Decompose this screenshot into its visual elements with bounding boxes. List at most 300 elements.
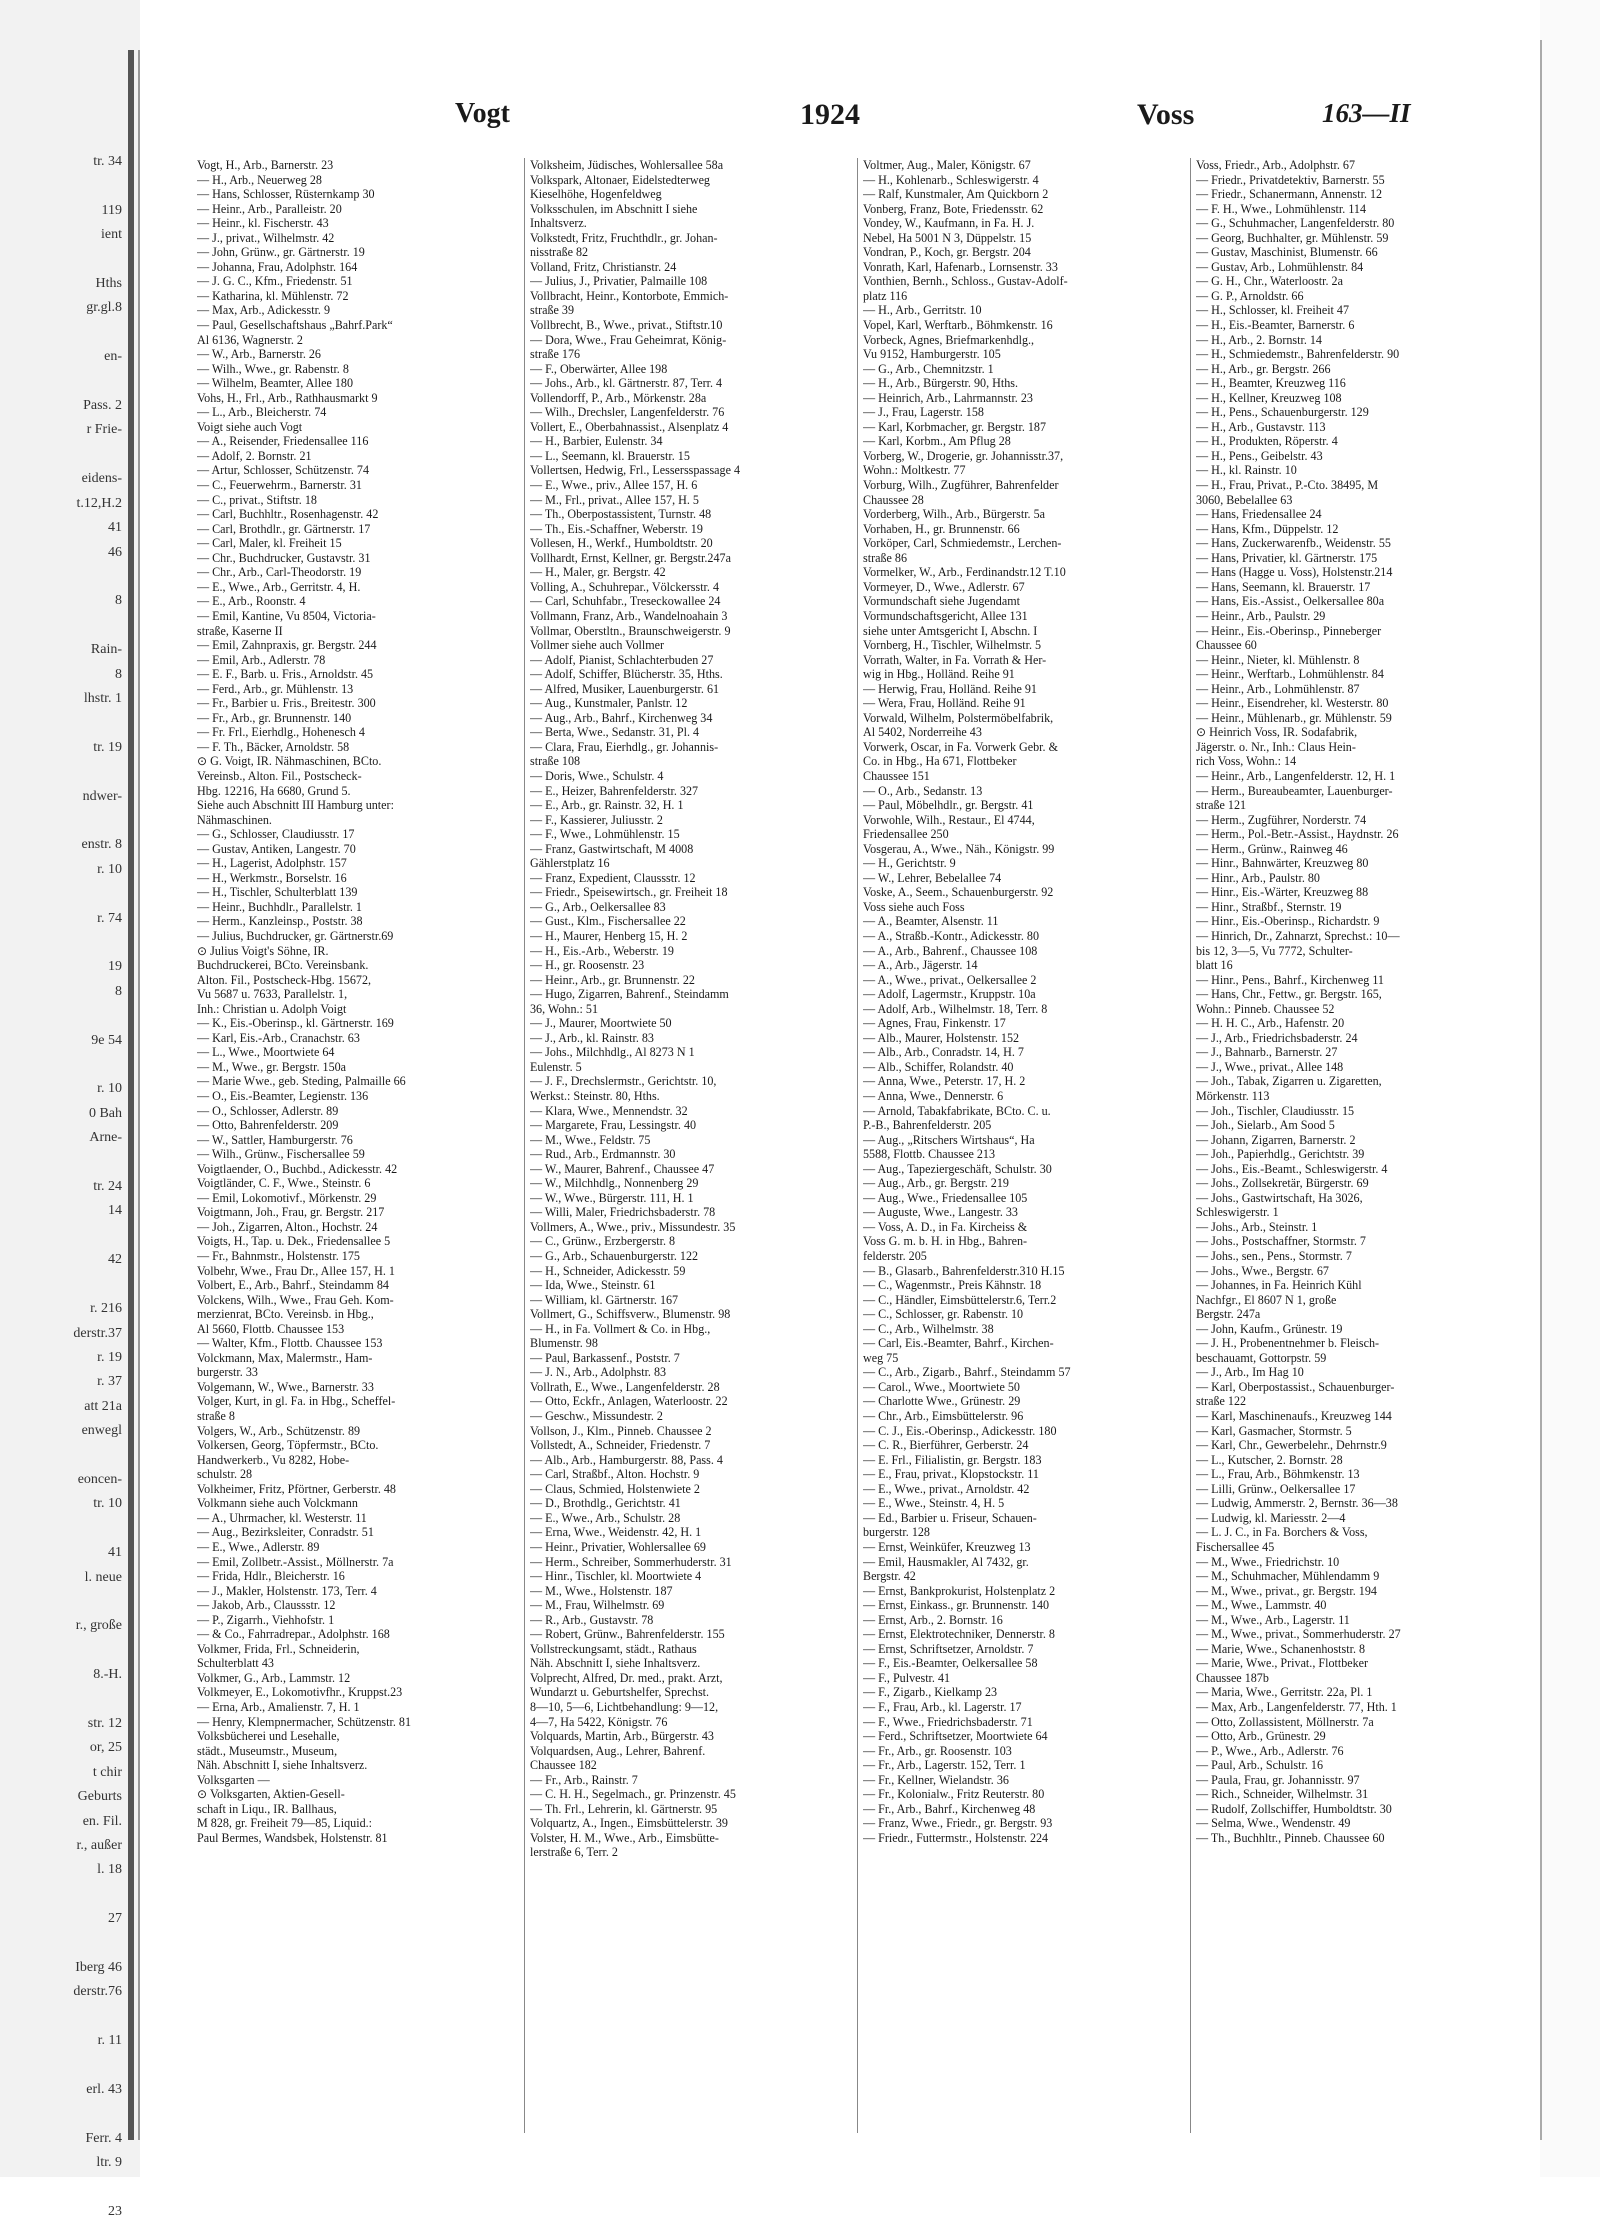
directory-entry-line: Vormelker, W., Arb., Ferdinandstr.12 T.10 <box>863 565 1066 580</box>
directory-entry-line: — Johannes, in Fa. Heinrich Kühl <box>1196 1278 1362 1293</box>
directory-entry-line: — Johs., Milchhdlg., Al 8273 N 1 <box>530 1045 695 1060</box>
directory-entry-line: — H., Lagerist, Adolphstr. 157 <box>197 856 347 871</box>
gutter-fragment <box>0 321 122 345</box>
directory-entry-line: — Otto, Bahrenfelderstr. 209 <box>197 1118 339 1133</box>
gutter-fragment: Rain- <box>90 642 122 658</box>
directory-entry-line: Voss G. m. b. H. in Hbg., Bahren- <box>863 1234 1028 1249</box>
directory-entry-line: bis 12, 3—5, Vu 7772, Schulter- <box>1196 943 1353 958</box>
directory-entry-line: — Chr., Arb., Carl-Theodorstr. 19 <box>197 565 362 580</box>
directory-entry-line: — J., Arb., Im Hag 10 <box>1196 1365 1304 1380</box>
directory-entry-line: — C., Feuerwehrm., Barnerstr. 31 <box>197 478 362 493</box>
directory-entry-line: — A., Uhrmacher, kl. Westerstr. 11 <box>197 1510 367 1525</box>
gutter-fragment: 0 Bah <box>88 1105 122 1121</box>
directory-entry-line: — H., Arb., Neuerweg 28 <box>197 172 322 187</box>
gutter-fragment <box>0 2103 122 2127</box>
directory-entry-line: — G., Schuhmacher, Langenfelderstr. 80 <box>1196 216 1395 231</box>
directory-entry-line: Volksheim, Jüdisches, Wohlersallee 58a <box>530 158 724 172</box>
gutter-fragment: Ferr. 4 <box>85 2130 122 2146</box>
directory-entry-line: — Adolf, Schiffer, Blücherstr. 35, Hths. <box>530 667 723 682</box>
directory-entry-line: Voigtlaender, O., Buchbd., Adickesstr. 42 <box>197 1161 398 1176</box>
directory-entry-line: burgerstr. 128 <box>863 1525 930 1540</box>
directory-entry-line: — Adolf, 2. Bornstr. 21 <box>197 448 312 463</box>
directory-entry-line: — J., Maurer, Moortwiete 50 <box>530 1016 672 1031</box>
directory-entry-line: — Robert, Grünw., Bahrenfelderstr. 155 <box>530 1627 725 1642</box>
directory-entry-line: Näh. Abschnitt I, siehe Inhaltsverz. <box>197 1758 368 1773</box>
directory-entry-line: Chaussee 187b <box>1196 1670 1269 1685</box>
gutter-fragment: tr. 34 <box>93 154 122 169</box>
directory-column-2 <box>530 158 852 2138</box>
directory-entry-line: — Paul, Arb., Schulstr. 16 <box>1196 1758 1323 1773</box>
directory-entry-line: Werkst.: Steinstr. 80, Hths. <box>530 1089 660 1103</box>
directory-entry-line: — B., Glasarb., Bahrenfelderstr.310 H.15 <box>863 1263 1065 1278</box>
directory-entry-line: — Hans, Schlosser, Rüsternkamp 30 <box>197 187 375 202</box>
directory-entry-line: — Johs., Arb., kl. Gärtnerstr. 87, Terr. 4 <box>530 376 723 391</box>
gutter-fragment <box>0 1151 122 1175</box>
directory-entry-line: — Karl, Korbm., Am Pflug 28 <box>863 434 1011 449</box>
book-binding-edge <box>138 50 140 2140</box>
gutter-fragment: ndwer- <box>82 788 122 804</box>
page-header <box>200 98 1520 138</box>
directory-entry-line: — Max, Arb., Adickesstr. 9 <box>197 303 331 318</box>
directory-entry-line: Vorwald, Wilhelm, Polstermöbelfabrik, <box>863 710 1054 725</box>
directory-entry-line: — C. R., Bierführer, Gerberstr. 24 <box>863 1438 1029 1453</box>
gutter-fragment: 9e 54 <box>91 1032 122 1048</box>
directory-entry-line: Al 5402, Norderreihe 43 <box>863 725 982 740</box>
directory-entry-line: Vorrath, Walter, in Fa. Vorrath & Her- <box>863 652 1047 667</box>
directory-entry-line: — Rudolf, Zollschiffer, Humboldtstr. 30 <box>1196 1801 1392 1816</box>
directory-entry-line: — Otto, Arb., Grünestr. 29 <box>1196 1729 1326 1744</box>
directory-entry-line: — Johs., Gastwirtschaft, Ha 3026, <box>1196 1190 1363 1205</box>
right-page-edge <box>1540 40 1542 2140</box>
directory-entry-line: — Hinr., Arb., Paulstr. 80 <box>1196 870 1320 885</box>
directory-entry-line: — J., Frau, Lagerstr. 158 <box>863 405 984 420</box>
directory-entry-line: Voss, Friedr., Arb., Adolphstr. 67 <box>1196 158 1356 172</box>
directory-entry-line: — J. H., Probenentnehmer b. Fleisch- <box>1196 1336 1380 1351</box>
directory-entry-line: — H., Arb., Gustavstr. 113 <box>1196 419 1326 434</box>
directory-entry-line: Vondran, P., Koch, gr. Bergstr. 204 <box>863 245 1031 260</box>
gutter-fragment: Hths <box>95 276 122 292</box>
directory-entry-line: — Paul, Möbelhdlr., gr. Bergstr. 41 <box>863 798 1034 813</box>
directory-entry-line: — M., Wwe., Arb., Lagerstr. 11 <box>1196 1612 1350 1627</box>
directory-entry-line: — C., Grünw., Erzbergerstr. 8 <box>530 1234 676 1249</box>
directory-entry-line: — Emil, Zollbetr.-Assist., Möllnerstr. 7a <box>197 1554 394 1569</box>
directory-entry-line: — E., Arb., gr. Rainstr. 32, H. 1 <box>530 798 684 813</box>
directory-entry-line: Vollhardt, Ernst, Kellner, gr. Bergstr.247a <box>530 550 731 565</box>
directory-entry-line: — H., Gerichtstr. 9 <box>863 856 956 871</box>
directory-entry-line: — H., Arb., Gerritstr. 10 <box>863 303 982 318</box>
directory-entry-line: — Heinr., Eis.-Oberinsp., Pinneberger <box>1196 623 1382 638</box>
directory-entry-line: — Julius, Buchdrucker, gr. Gärtnerstr.69 <box>197 928 394 943</box>
directory-entry-line: — H., Arb., Bürgerstr. 90, Hths. <box>863 376 1018 391</box>
directory-column-3 <box>863 158 1185 2138</box>
gutter-fragment <box>0 248 122 272</box>
directory-entry-line: — Voss, A. D., in Fa. Kircheiss & <box>863 1219 1028 1234</box>
directory-entry-line: — H., Beamter, Kreuzweg 116 <box>1196 376 1346 391</box>
gutter-fragment: r. 74 <box>97 910 122 926</box>
directory-entry-line: — E., Wwe., priv., Allee 157, H. 6 <box>530 478 698 493</box>
directory-entry-line: — J. F., Drechslermstr., Gerichtstr. 10, <box>530 1074 717 1089</box>
directory-entry-line: nisstraße 82 <box>530 245 589 260</box>
directory-entry-line: — Heinr., Arb., Lohmühlenstr. 87 <box>1196 681 1360 696</box>
directory-entry-line: — Marie Wwe., geb. Steding, Palmaille 66 <box>197 1074 406 1089</box>
directory-entry-line: Jägerstr. o. Nr., Inh.: Claus Hein- <box>1196 739 1356 754</box>
gutter-fragment: 119 <box>101 202 122 218</box>
gutter-fragment: derstr.76 <box>73 1984 122 2000</box>
directory-entry-line: — Otto, Zollassistent, Möllnerstr. 7a <box>1196 1714 1374 1729</box>
directory-entry-line: — Selma, Wwe., Wendenstr. 49 <box>1196 1816 1351 1831</box>
directory-entry-line: — M., Frl., privat., Allee 157, H. 5 <box>530 492 699 507</box>
directory-entry-line: — C., Wagenmstr., Preis Kähnstr. 18 <box>863 1278 1042 1293</box>
right-page-margin <box>1540 0 1600 2177</box>
directory-entry-line: Blumenstr. 98 <box>530 1336 598 1351</box>
directory-entry-line: — Margarete, Frau, Lessingstr. 40 <box>530 1118 697 1133</box>
directory-entry-line: — Heinr., Buchhdlr., Parallelstr. 1 <box>197 899 362 914</box>
gutter-fragment <box>0 1273 122 1297</box>
directory-entry-line: — Dora, Wwe., Frau Geheimrat, König- <box>530 332 727 347</box>
gutter-fragment: tr. 19 <box>93 739 122 755</box>
directory-entry-line: — Doris, Wwe., Schulstr. 4 <box>530 768 664 783</box>
directory-entry-line: — Friedr., Futtermstr., Holstenstr. 224 <box>863 1830 1049 1845</box>
gutter-fragment: tr. 10 <box>93 1496 122 1512</box>
book-binding-shadow <box>128 50 134 2140</box>
directory-entry-line: Inhaltsverz. <box>530 216 587 231</box>
directory-entry-line: — Alb., Arb., Hamburgerstr. 88, Pass. 4 <box>530 1452 723 1467</box>
directory-entry-line: Volgers, W., Arb., Schützenstr. 89 <box>197 1423 361 1438</box>
column-divider <box>524 158 525 2133</box>
directory-entry-line: — M., Wwe., Lammstr. 40 <box>1196 1598 1327 1613</box>
directory-entry-line: — J. N., Arb., Adolphstr. 83 <box>530 1365 667 1380</box>
directory-entry-line: Volprecht, Alfred, Dr. med., prakt. Arzt, <box>530 1670 723 1685</box>
directory-entry-line: Gählerstplatz 16 <box>530 856 610 871</box>
directory-entry-line: beschauamt, Gottorpstr. 59 <box>1196 1350 1327 1365</box>
directory-entry-line: blatt 16 <box>1196 958 1233 973</box>
directory-entry-line: Volkmer, Frida, Frl., Schneiderin, <box>197 1641 360 1656</box>
directory-entry-line: — L., Seemann, kl. Brauerstr. 15 <box>530 448 690 463</box>
directory-entry-line: — E., Arb., Roonstr. 4 <box>197 594 306 609</box>
directory-entry-line: — L., Wwe., Moortwiete 64 <box>197 1045 335 1060</box>
directory-entry-line: — Aug., Kunstmaler, Panlstr. 12 <box>530 696 688 711</box>
gutter-fragment <box>0 2176 122 2200</box>
directory-entry-line: — H., Schmiedemstr., Bahrenfelderstr. 90 <box>1196 347 1400 362</box>
directory-entry-line: lerstraße 6, Terr. 2 <box>530 1845 618 1860</box>
directory-entry-line: — Heinr., Arb., Paralleistr. 20 <box>197 201 342 216</box>
directory-entry-line: Chaussee 151 <box>863 768 930 783</box>
directory-entry-line: — Fr., Arb., gr. Brunnenstr. 140 <box>197 710 352 725</box>
directory-entry-line: Vorhaben, H., gr. Brunnenstr. 66 <box>863 521 1020 536</box>
directory-entry-line: — Hinr., Bahnwärter, Kreuzweg 80 <box>1196 856 1369 871</box>
directory-entry-line: Al 6136, Wagnerstr. 2 <box>197 332 303 347</box>
directory-entry-line: — Max, Arb., Langenfelderstr. 77, Hth. 1 <box>1196 1699 1397 1714</box>
header-year: 1924 <box>800 98 860 131</box>
directory-entry-line: — Otto, Eckfr., Anlagen, Waterloostr. 22 <box>530 1394 728 1409</box>
directory-entry-line: — John, Kaufm., Grünestr. 19 <box>1196 1321 1343 1336</box>
directory-entry-line: straße, Kaserne II <box>197 623 283 638</box>
gutter-fragment: Iberg 46 <box>75 1960 122 1976</box>
directory-entry-line: — Ernst, Elektrotechniker, Dennerstr. 8 <box>863 1627 1055 1642</box>
directory-entry-line: — H., Produkten, Röperstr. 4 <box>1196 434 1338 449</box>
directory-entry-line: 4—7, Ha 5422, Königstr. 76 <box>530 1714 668 1729</box>
directory-entry-line: Wundarzt u. Geburtshelfer, Sprechst. <box>530 1685 710 1700</box>
gutter-fragment: or, 25 <box>89 1740 122 1756</box>
directory-entry-line: Vondey, W., Kaufmann, in Fa. H. J. <box>863 216 1035 231</box>
directory-entry-line: — Aug., Tapeziergeschäft, Schulstr. 30 <box>863 1161 1052 1176</box>
directory-entry-line: — E., Wwe., Arb., Schulstr. 28 <box>530 1510 681 1525</box>
directory-entry-line: — M., Wwe., gr. Bergstr. 150a <box>197 1059 347 1074</box>
directory-entry-line: Vollbrecht, B., Wwe., privat., Stiftstr.10 <box>530 318 723 333</box>
directory-entry-line: — Karl, Maschinenaufs., Kreuzweg 144 <box>1196 1409 1392 1424</box>
directory-entry-line: — F., Eis.-Beamter, Oelkersallee 58 <box>863 1656 1038 1671</box>
directory-entry-line: — Klara, Wwe., Mennendstr. 32 <box>530 1103 688 1118</box>
directory-entry-line: Wohn.: Pinneb. Chaussee 52 <box>1196 1001 1335 1016</box>
directory-entry-line: — A., Reisender, Friedensallee 116 <box>197 434 369 449</box>
directory-entry-line: Volksschulen, im Abschnitt I siehe <box>530 201 698 216</box>
directory-entry-line: — Herm., Pol.-Betr.-Assist., Haydnstr. 26 <box>1196 827 1399 842</box>
directory-entry-line: — Hans, Privatier, kl. Gärtnerstr. 175 <box>1196 550 1378 565</box>
directory-entry-line: Vollrath, E., Wwe., Langenfelderstr. 28 <box>530 1379 720 1394</box>
gutter-fragment: en- <box>104 349 122 365</box>
gutter-fragment: lhstr. 1 <box>83 690 122 706</box>
gutter-fragment: r., große <box>75 1618 122 1634</box>
directory-entry-line: — Johs., Wwe., Bergstr. 67 <box>1196 1263 1329 1278</box>
gutter-fragment: 23 <box>108 2204 122 2220</box>
directory-entry-line: — Marie, Wwe., Privat., Flottbeker <box>1196 1656 1369 1671</box>
directory-entry-line: Vollertsen, Hedwig, Frl., Lessersspassage 4 <box>530 463 741 478</box>
directory-entry-line: Siehe auch Abschnitt III Hamburg unter: <box>197 798 394 813</box>
directory-entry-line: — Hinr., Straßbf., Sternstr. 19 <box>1196 899 1342 914</box>
directory-entry-line: — Gustav, Arb., Lohmühlenstr. 84 <box>1196 259 1364 274</box>
directory-entry-line: — Carl, Schuhfabr., Treseckowallee 24 <box>530 594 721 609</box>
directory-entry-line: Vorderberg, Wilh., Arb., Bürgerstr. 5a <box>863 507 1046 522</box>
directory-entry-line: wig in Hbg., Holländ. Reihe 91 <box>863 667 1015 682</box>
directory-entry-line: — Henry, Klempnermacher, Schützenstr. 81 <box>197 1714 412 1729</box>
gutter-fragment: enwegl <box>81 1423 122 1439</box>
directory-entry-line: — Adolf, Lagermstr., Kruppstr. 10a <box>863 987 1036 1002</box>
directory-entry-line: — F., Pulvestr. 41 <box>863 1670 951 1685</box>
directory-entry-line: — H., Tischler, Schulterblatt 139 <box>197 885 358 900</box>
directory-entry-line: — Ludwig, kl. Mariesstr. 2—4 <box>1196 1510 1346 1525</box>
directory-entry-line: Volquartz, A., Ingen., Eimsbüttelerstr. 39 <box>530 1816 728 1831</box>
directory-entry-line: — Fr. Frl., Eierhdlg., Hohenesch 4 <box>197 725 365 740</box>
directory-entry-line: 8—10, 5—6, Lichtbehandlung: 9—12, <box>530 1699 719 1714</box>
gutter-fragment: gr.gl.8 <box>86 300 122 316</box>
directory-entry-line: — Friedr., Privatdetektiv, Barnerstr. 55 <box>1196 172 1385 187</box>
directory-entry-line: — Jakob, Arb., Claussstr. 12 <box>197 1598 336 1613</box>
directory-entry-line: — F., Oberwärter, Allee 198 <box>530 361 668 376</box>
gutter-fragment: r. 216 <box>90 1301 122 1317</box>
directory-entry-line: — A., Arb., Jägerstr. 14 <box>863 958 978 973</box>
directory-entry-line: — Ferd., Arb., gr. Mühlenstr. 13 <box>197 681 354 696</box>
directory-entry-line: — Rich., Schneider, Wilhelmstr. 31 <box>1196 1787 1369 1802</box>
directory-entry-line: — Th., Eis.-Schaffner, Weberstr. 19 <box>530 521 703 536</box>
header-left-keyword: Vogt <box>455 98 510 129</box>
gutter-fragment <box>0 809 122 833</box>
directory-entry-line: Vollendorff, P., Arb., Mörkenstr. 28a <box>530 390 707 405</box>
gutter-fragment <box>0 1883 122 1907</box>
directory-entry-line: — Arnold, Tabakfabrikate, BCto. C. u. <box>863 1103 1051 1118</box>
directory-entry-line: Volster, H. M., Wwe., Arb., Eimsbütte- <box>530 1830 719 1845</box>
directory-entry-line: — H., Kellner, Kreuzweg 108 <box>1196 390 1342 405</box>
directory-entry-line: — Aug., Bezirksleiter, Conradstr. 51 <box>197 1525 374 1540</box>
directory-entry-line: — Anna, Wwe., Peterstr. 17, H. 2 <box>863 1074 1026 1089</box>
directory-column-1 <box>197 158 519 2138</box>
directory-entry-line: — Aug., „Ritschers Wirtshaus“, Ha <box>863 1132 1035 1147</box>
directory-entry-line: — J., privat., Wilhelmstr. 42 <box>197 230 335 245</box>
directory-entry-line: Friedensallee 250 <box>863 827 949 842</box>
directory-entry-line: — Joh., Tabak, Zigarren u. Zigaretten, <box>1196 1074 1382 1089</box>
gutter-fragment <box>0 1444 122 1468</box>
directory-entry-line: Volland, Fritz, Christianstr. 24 <box>530 259 677 274</box>
directory-entry-line: Vollmann, Franz, Arb., Wandelnoahain 3 <box>530 608 728 623</box>
directory-entry-line: — L., Kutscher, 2. Bornstr. 28 <box>1196 1452 1343 1467</box>
directory-entry-line: — Ernst, Arb., 2. Bornstr. 16 <box>863 1612 1003 1627</box>
directory-entry-line: — H., Arb., gr. Bergstr. 266 <box>1196 361 1331 376</box>
directory-entry-line: Vollson, J., Klm., Pinneb. Chaussee 2 <box>530 1423 712 1438</box>
directory-entry-line: — M., Wwe., privat., Sommerhuderstr. 27 <box>1196 1627 1401 1642</box>
directory-entry-line: — Geschw., Missundestr. 2 <box>530 1409 663 1424</box>
directory-entry-line: — C. J., Eis.-Oberinsp., Adickesstr. 180 <box>863 1423 1057 1438</box>
directory-entry-line: — Hans, Zuckerwarenfb., Weidenstr. 55 <box>1196 536 1391 551</box>
directory-entry-line: — William, kl. Gärtnerstr. 167 <box>530 1292 679 1307</box>
gutter-fragment: 42 <box>108 1252 122 1268</box>
directory-entry-line: — Fr., Kellner, Wielandstr. 36 <box>863 1772 1009 1787</box>
directory-entry-line: — Katharina, kl. Mühlenstr. 72 <box>197 288 349 303</box>
directory-entry-line: Vorbeck, Agnes, Briefmarkenhdlg., <box>863 332 1035 347</box>
gutter-fragment <box>0 882 122 906</box>
directory-entry-line: — Wera, Frau, Holländ. Reihe 91 <box>863 696 1026 711</box>
directory-entry-line: — M., Wwe., Friedrichstr. 10 <box>1196 1554 1340 1569</box>
directory-entry-line: 36, Wohn.: 51 <box>530 1001 599 1016</box>
directory-entry-line: — Emil, Hausmakler, Al 7432, gr. <box>863 1554 1029 1569</box>
directory-entry-line: — K., Eis.-Oberinsp., kl. Gärtnerstr. 169 <box>197 1016 394 1031</box>
directory-entry-line: platz 116 <box>863 288 908 303</box>
directory-entry-line: — O., Arb., Sedanstr. 13 <box>863 783 983 798</box>
directory-entry-line: — H., Schneider, Adickesstr. 59 <box>530 1263 686 1278</box>
directory-entry-line: Volksbücherei und Lesehalle, <box>197 1729 340 1744</box>
directory-entry-line: — M., Schuhmacher, Mühlendamm 9 <box>1196 1569 1380 1584</box>
directory-entry-line: Co. in Hbg., Ha 671, Flottbeker <box>863 754 1017 769</box>
directory-entry-line: — Heinr., Eisendreher, kl. Westerstr. 80 <box>1196 696 1389 711</box>
directory-entry-line: Volkmeyer, E., Lokomotivfhr., Kruppst.23 <box>197 1685 403 1700</box>
directory-entry-line: — Heinr., kl. Fischerstr. 43 <box>197 216 329 231</box>
directory-entry-line: — Charlotte Wwe., Grünestr. 29 <box>863 1394 1021 1409</box>
gutter-fragment: 41 <box>108 520 122 536</box>
directory-entry-line: Wohn.: Moltkestr. 77 <box>863 463 966 478</box>
directory-entry-line: — Carl, Brothdlr., gr. Gärtnerstr. 17 <box>197 521 371 536</box>
header-right-keyword: Voss <box>1137 98 1195 131</box>
directory-entry-line: — Ed., Barbier u. Friseur, Schauen- <box>863 1510 1037 1525</box>
directory-entry-line: — Lilli, Grünw., Oelkersallee 17 <box>1196 1481 1356 1496</box>
directory-entry-line: Volgemann, W., Wwe., Barnerstr. 33 <box>197 1379 374 1394</box>
directory-entry-line: — Karl, Gasmacher, Stormstr. 5 <box>1196 1423 1352 1438</box>
directory-entry-line: — G. H., Chr., Waterloostr. 2a <box>1196 274 1343 289</box>
directory-entry-line: Nähmaschinen. <box>197 812 272 827</box>
directory-entry-line: Volquards, Martin, Arb., Bürgerstr. 43 <box>530 1729 714 1744</box>
directory-entry-line: — G., Schlosser, Claudiusstr. 17 <box>197 827 355 842</box>
gutter-fragment: 27 <box>108 1911 122 1927</box>
directory-entry-line: — Friedr., Speisewirtsch., gr. Freiheit 18 <box>530 885 728 900</box>
directory-entry-line: — Hans, Friedensallee 24 <box>1196 507 1322 522</box>
directory-entry-line: — Th., Oberpostassistent, Turnstr. 48 <box>530 507 712 522</box>
directory-entry-line: — Adolf, Pianist, Schlachterbuden 27 <box>530 652 714 667</box>
directory-entry-line: — W., Maurer, Bahrenf., Chaussee 47 <box>530 1161 715 1176</box>
directory-entry-line: — L. J. C., in Fa. Borchers & Voss, <box>1196 1525 1368 1540</box>
directory-entry-line: — D., Brothdlg., Gerichtstr. 41 <box>530 1496 681 1511</box>
directory-entry-line: — Joh., Zigarren, Alton., Hochstr. 24 <box>197 1219 378 1234</box>
gutter-fragment <box>0 1224 122 1248</box>
directory-entry-line: Vollbracht, Heinr., Kontorbote, Emmich- <box>530 288 729 303</box>
directory-entry-line: Vollmert, G., Schiffsverw., Blumenstr. 98 <box>530 1307 731 1322</box>
directory-entry-line: — Herm., Zugführer, Norderstr. 74 <box>1196 812 1367 827</box>
directory-entry-line: ⊙ Volksgarten, Aktien-Gesell- <box>197 1787 345 1802</box>
directory-entry-line: — C., Arb., Zigarb., Bahrf., Steindamm 57 <box>863 1365 1071 1380</box>
directory-entry-line: — W., Arb., Barnerstr. 26 <box>197 347 321 362</box>
gutter-fragment: r., außer <box>76 1838 122 1854</box>
directory-entry-line: weg 75 <box>863 1350 899 1365</box>
directory-entry-line: — J., Arb., Friedrichsbaderstr. 24 <box>1196 1030 1358 1045</box>
directory-entry-line: Inh.: Christian u. Adolph Voigt <box>197 1001 347 1016</box>
page-number: 163—II <box>1322 98 1411 128</box>
directory-entry-line: — E., Wwe., Arb., Gerritstr. 4, H. <box>197 579 361 594</box>
directory-entry-line: — Gustav, Antiken, Langestr. 70 <box>197 841 356 856</box>
directory-entry-line: — Hans, Kfm., Düppelstr. 12 <box>1196 521 1339 536</box>
directory-entry-line: — Herm., Bureaubeamter, Lauenburger- <box>1196 783 1393 798</box>
directory-entry-line: — Karl, Oberpostassist., Schauenburger- <box>1196 1379 1395 1394</box>
gutter-fragment: 8 <box>115 983 122 999</box>
directory-entry-line: — Hinr., Eis.-Wärter, Kreuzweg 88 <box>1196 885 1369 900</box>
directory-entry-line: Alton. Fil., Postscheck-Hbg. 15672, <box>197 972 372 987</box>
directory-entry-line: Kieselhöhe, Hogenfeldweg <box>530 187 662 202</box>
directory-entry-line: Volckens, Wilh., Wwe., Frau Geh. Kom- <box>197 1292 394 1307</box>
directory-entry-line: — P., Wwe., Arb., Adlerstr. 76 <box>1196 1743 1344 1758</box>
directory-entry-line: Al 5660, Flottb. Chaussee 153 <box>197 1321 345 1336</box>
directory-entry-line: — Artur, Schlosser, Schützenstr. 74 <box>197 463 370 478</box>
gutter-fragment <box>0 1932 122 1956</box>
directory-entry-line: — G., Arb., Schauenburgerstr. 122 <box>530 1249 699 1264</box>
directory-entry-line: — Julius, J., Privatier, Palmaille 108 <box>530 274 708 289</box>
directory-entry-line: — Alb., Maurer, Holstenstr. 152 <box>863 1030 1020 1045</box>
directory-entry-line: — C., privat., Stiftstr. 18 <box>197 492 317 507</box>
directory-entry-line: Schleswigerstr. 1 <box>1196 1205 1279 1220</box>
directory-entry-line: Voigtmann, Joh., Frau, gr. Bergstr. 217 <box>197 1205 385 1220</box>
directory-entry-line: Vereinsb., Alton. Fil., Postscheck- <box>197 768 362 783</box>
directory-entry-line: — J., Bahnarb., Barnerstr. 27 <box>1196 1045 1338 1060</box>
directory-entry-line: rich Voss, Wohn.: 14 <box>1196 754 1297 769</box>
directory-entry-line: — C., Arb., Wilhelmstr. 38 <box>863 1321 994 1336</box>
directory-entry-line: — M., Frau, Wilhelmstr. 69 <box>530 1598 665 1613</box>
directory-entry-line: Vorberg, W., Drogerie, gr. Johannisstr.37, <box>863 448 1064 463</box>
directory-entry-line: — Paul, Gesellschaftshaus „Bahrf.Park“ <box>197 318 393 333</box>
directory-entry-line: — Adolf, Arb., Wilhelmstr. 18, Terr. 8 <box>863 1001 1048 1016</box>
directory-entry-line: — L., Frau, Arb., Böhmkenstr. 13 <box>1196 1467 1360 1482</box>
directory-entry-line: — Johanna, Frau, Adolphstr. 164 <box>197 259 358 274</box>
directory-entry-line: — G., Arb., Chemnitzstr. 1 <box>863 361 994 376</box>
directory-entry-line: — F., Wwe., Friedrichsbaderstr. 71 <box>863 1714 1033 1729</box>
directory-entry-line: Vollesen, H., Werkf., Humboldtstr. 20 <box>530 536 713 551</box>
directory-entry-line: — Carol., Wwe., Moortwiete 50 <box>863 1379 1020 1394</box>
directory-entry-line: — G. P., Arnoldstr. 66 <box>1196 288 1304 303</box>
directory-entry-line: — A., Wwe., privat., Oelkersallee 2 <box>863 972 1037 987</box>
directory-entry-line: straße 108 <box>530 754 581 769</box>
directory-entry-line: — Fr., Arb., gr. Roosenstr. 103 <box>863 1743 1012 1758</box>
gutter-fragment <box>0 174 122 198</box>
directory-entry-line: — Clara, Frau, Eierhdlg., gr. Johannis- <box>530 739 719 754</box>
directory-entry-line: Volkstedt, Fritz, Fruchthdlr., gr. Johan- <box>530 230 718 245</box>
directory-entry-line: — Karl, Chr., Gewerbelehr., Dehrnstr.9 <box>1196 1438 1387 1453</box>
directory-entry-line: — C., Schlosser, gr. Rabenstr. 10 <box>863 1307 1024 1322</box>
column-divider <box>857 158 858 2133</box>
directory-entry-line: schulstr. 28 <box>197 1467 253 1482</box>
directory-entry-line: — Johs., Postschaffner, Stormstr. 7 <box>1196 1234 1366 1249</box>
